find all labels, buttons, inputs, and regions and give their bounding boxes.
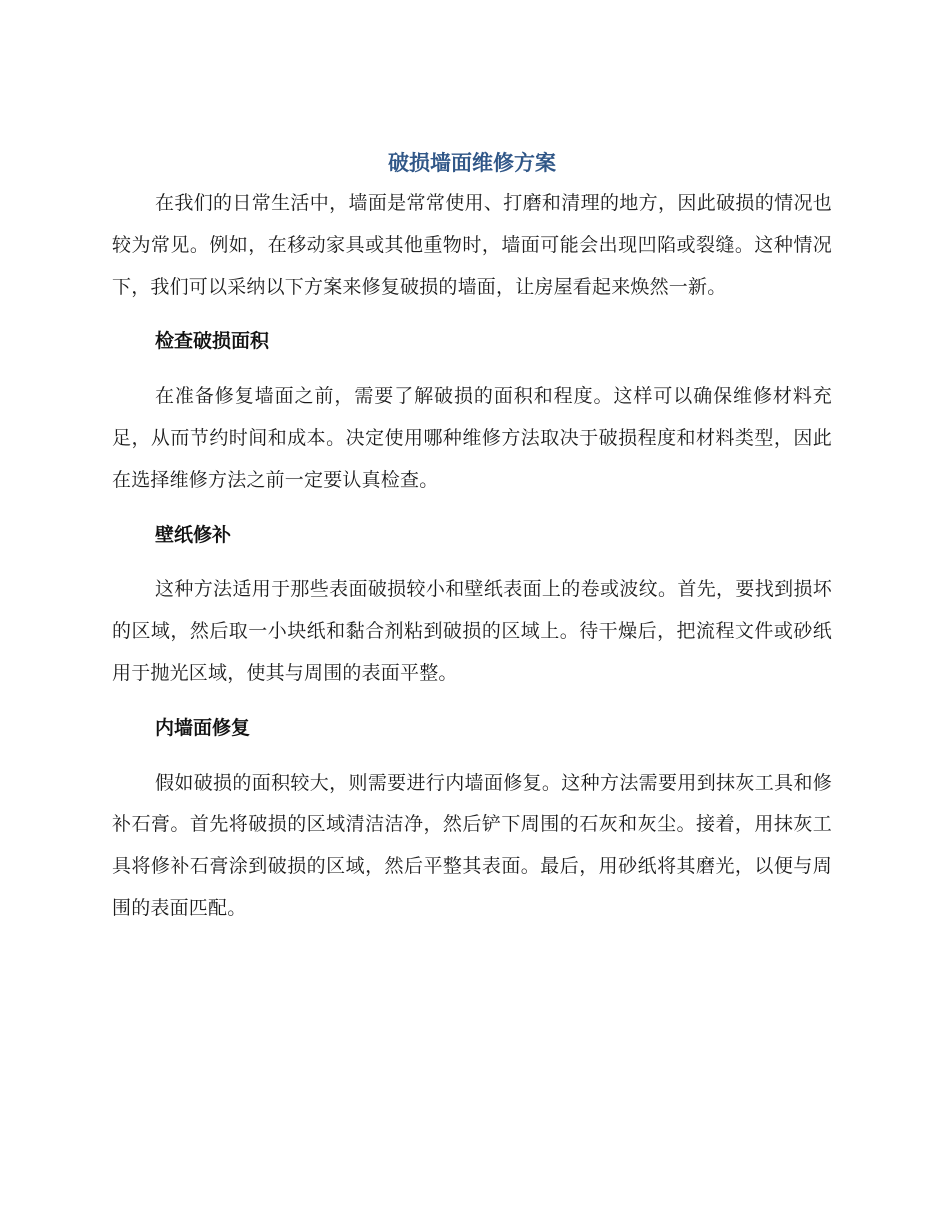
section-heading-inspect: 检查破损面积: [155, 330, 270, 353]
section-body-inspect: 在准备修复墙面之前，需要了解破损的面积和程度。这样可以确保维修材料充足，从而节约时间和成本。决定使用哪种维修方法取决于破损程度和材料类型，因此在选择维修方法之前一定要认真检查。: [112, 385, 832, 491]
document-body: [112, 143, 832, 930]
intro-paragraph: 在我们的日常生活中，墙面是常常使用、打磨和清理的地方，因此破损的情况也较为常见。例如，在移动家具或其他重物时，墙面可能会出现凹陷或裂缝。这种情况下，我们可以采纳以下方案来修复破损的墙面，让房屋看起来焕然一新。: [112, 192, 832, 298]
section-heading-wallpaper: 壁纸修补: [155, 523, 232, 546]
document-title: 破损墙面维修方案: [388, 151, 556, 175]
section-body-interior-wall: 假如破损的面积较大，则需要进行内墙面修复。这种方法需要用到抹灰工具和修补石膏。首先将破损的区域清洁洁净，然后铲下周围的石灰和灰尘。接着，用抹灰工具将修补石膏涂到破损的区域，然后平整其表面。最后，用砂纸将其磨光，以便与周围的表面匹配。: [112, 771, 832, 919]
section-body-wallpaper: 这种方法适用于那些表面破损较小和壁纸表面上的卷或波纹。首先，要找到损坏的区域，然后取一小块纸和黏合剂粘到破损的区域上。待干燥后，把流程文件或砂纸用于抛光区域，使其与周围的表面平整。: [112, 578, 832, 684]
section-heading-interior-wall: 内墙面修复: [155, 716, 251, 739]
